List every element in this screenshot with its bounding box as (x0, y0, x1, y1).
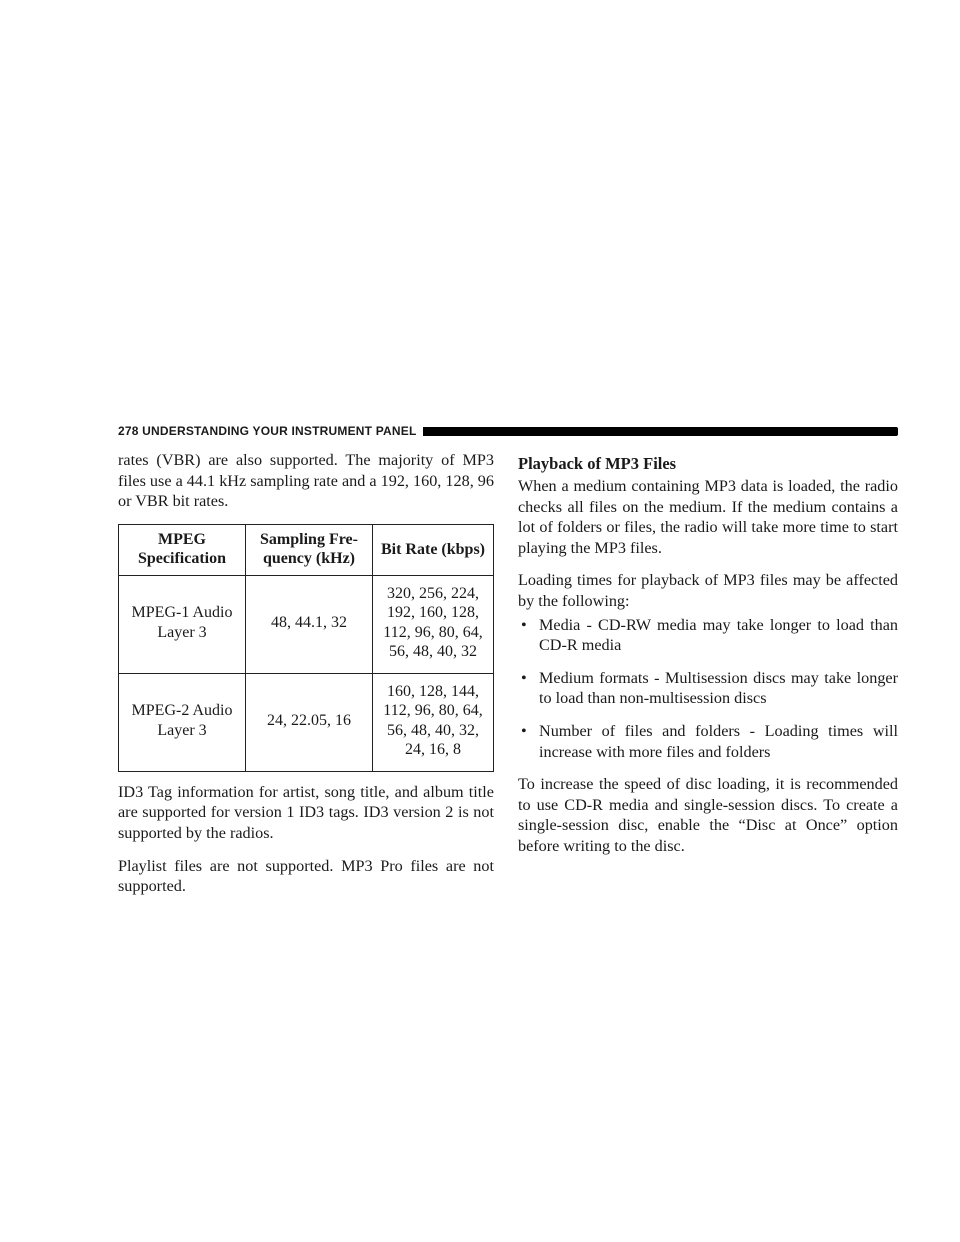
cell-spec: MPEG-2 Audio Layer 3 (119, 673, 246, 771)
left-column (118, 450, 494, 909)
table-header-row (119, 524, 494, 575)
list-item (518, 615, 898, 656)
mpeg-spec-table (118, 524, 494, 772)
cell-bitrate: 160, 128, 144, 112, 96, 80, 64, 56, 48, 40, 32, 24, 16, 8 (373, 673, 494, 771)
header-rule (423, 427, 899, 436)
col-header-sampling: Sampling Fre-quency (kHz) (246, 524, 373, 575)
loading-factors-list (518, 615, 898, 763)
list-item (518, 668, 898, 709)
cell-sampling: 48, 44.1, 32 (246, 575, 373, 673)
medium-paragraph: When a medium containing MP3 data is loaded, the radio checks all files on the medium. If the medium contains a lot of folders or files, the radio will take more time to start playing the MP3 files. (518, 477, 898, 557)
cell-sampling: 24, 22.05, 16 (246, 673, 373, 771)
page-number-title: 278 UNDERSTANDING YOUR INSTRUMENT PANEL (118, 424, 417, 438)
playlist-paragraph: Playlist files are not supported. MP3 Pro files are not supported. (118, 856, 494, 896)
id3-paragraph: ID3 Tag information for artist, song title, and album title are supported for version 1 ID3 tags. ID3 version 2 is not supported by the radios. (118, 782, 494, 842)
loading-times-paragraph: Loading times for playback of MP3 files may be affected by the following: (518, 571, 898, 610)
recommendation-paragraph: To increase the speed of disc loading, it is recommended to use CD-R media and single-session discs. To create a single-session disc, enable the “Disc at Once” option before writing to the disc. (518, 775, 898, 855)
table-row (119, 673, 494, 771)
list-item-text: Number of files and folders - Loading times will increase with more files and folders (539, 721, 898, 761)
cell-bitrate: 320, 256, 224, 192, 160, 128, 112, 96, 80, 64, 56, 48, 40, 32 (373, 575, 494, 673)
bullet-icon: • (521, 668, 527, 687)
page-header (118, 422, 898, 440)
section-heading: Playback of MP3 Files (518, 454, 677, 473)
bullet-icon: • (521, 615, 527, 634)
list-item (518, 721, 898, 762)
right-column (518, 450, 898, 869)
list-item-text: Media - CD-RW media may take longer to load than CD-R media (539, 615, 898, 655)
intro-paragraph: rates (VBR) are also supported. The majority of MP3 files use a 44.1 kHz sampling rate and a 192, 160, 128, 96 or VBR bit rates. (118, 451, 494, 511)
col-header-bitrate: Bit Rate (kbps) (373, 524, 494, 575)
bullet-icon: • (521, 721, 527, 740)
col-header-spec: MPEG Specification (119, 524, 246, 575)
cell-spec: MPEG-1 Audio Layer 3 (119, 575, 246, 673)
list-item-text: Medium formats - Multisession discs may take longer to load than non-multisession discs (539, 668, 898, 708)
table-row (119, 575, 494, 673)
